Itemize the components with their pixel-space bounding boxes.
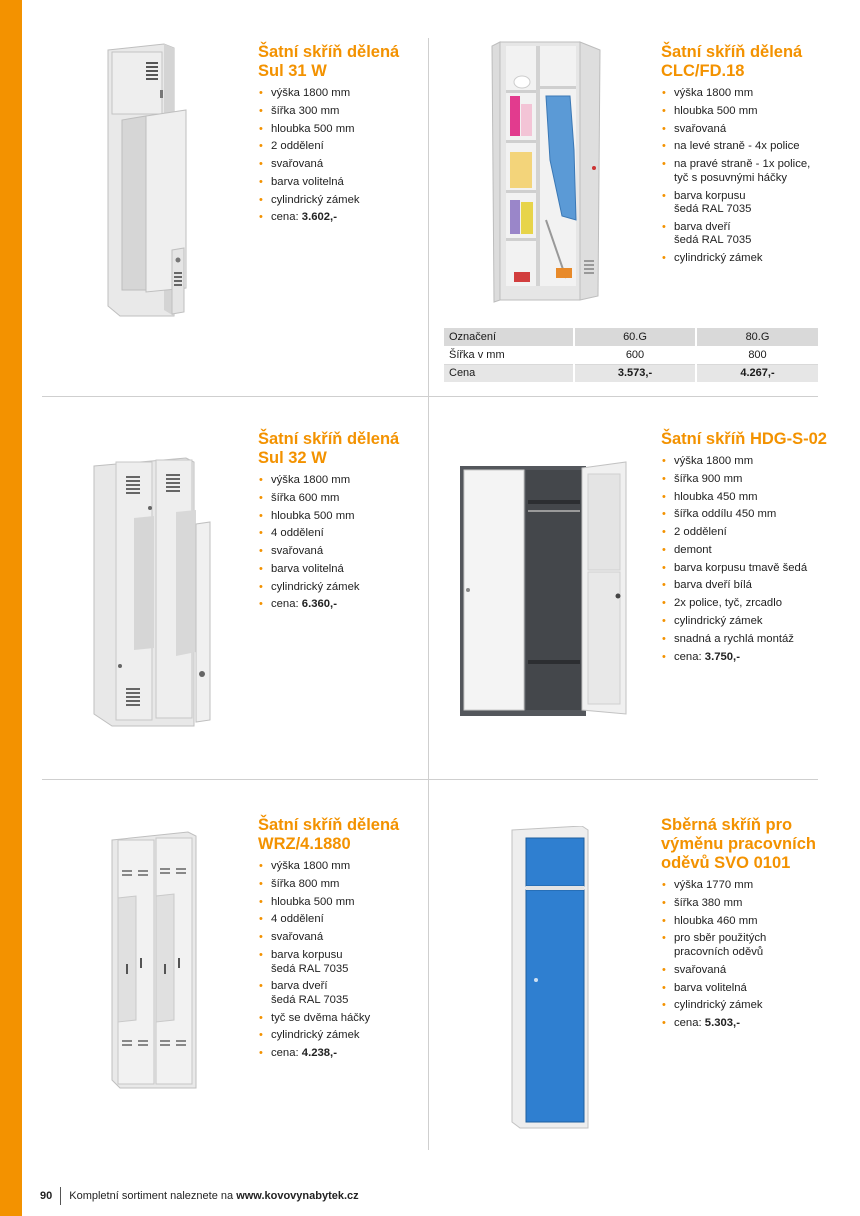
spec-item: • barva korpusu tmavě šedá — [661, 562, 831, 576]
page-footer — [40, 1187, 359, 1205]
spec-item: • barva korpusu šedá RAL 7035 — [661, 190, 826, 217]
locker-wrz41880-image — [110, 830, 200, 1092]
product-card-wrz41880 — [258, 816, 423, 1065]
spec-item: • cylindrický zámek — [258, 581, 423, 595]
spec-item: • pro sběr použitých pracovních oděvů — [661, 932, 831, 959]
footer-divider — [60, 1187, 61, 1205]
spec-item: • cylindrický zámek — [661, 252, 826, 266]
spec-list — [661, 455, 831, 664]
price-item — [661, 1017, 831, 1031]
price-value: 4.238,- — [301, 1047, 337, 1060]
product-card-sul32w — [258, 430, 423, 616]
price-value: 5.303,- — [704, 1017, 740, 1030]
spec-item: • na levé straně - 4x police — [661, 140, 826, 154]
table-cell: 60.G — [574, 328, 696, 346]
spec-item: • 2x police, tyč, zrcadlo — [661, 597, 831, 611]
locker-svo0101-image — [508, 826, 592, 1132]
spec-item: • svařovaná — [258, 158, 423, 172]
table-cell: 800 — [696, 346, 818, 364]
price-value: 3.750,- — [704, 650, 740, 663]
product-card-hdgs02 — [661, 430, 831, 668]
spec-list — [661, 87, 826, 266]
table-cell: Cena — [444, 364, 574, 382]
product-title: Sběrná skříň pro výměnu pracovních oděvů SVO 0101 — [661, 816, 816, 872]
product-title: Šatní skříň dělená CLC/FD.18 — [661, 43, 803, 80]
table-cell: Označení — [444, 328, 574, 346]
table-cell: 4.267,- — [696, 364, 818, 382]
spec-item: • barva volitelná — [258, 563, 423, 577]
column-divider — [428, 38, 429, 1150]
product-title: Šatní skříň dělená Sul 31 W — [258, 43, 400, 80]
spec-item: • hloubka 500 mm — [258, 123, 423, 137]
spec-item: • na pravé straně - 1x police, tyč s posuvnými háčky — [661, 158, 826, 185]
spec-item: • barva volitelná — [661, 982, 831, 996]
spec-item: • cylindrický zámek — [661, 999, 831, 1013]
spec-list — [661, 879, 831, 1031]
spec-item: • výška 1800 mm — [258, 474, 423, 488]
locker-hdgs02-image — [458, 460, 630, 718]
footer-url-link[interactable]: www.kovovynabytek.cz — [236, 1190, 359, 1202]
spec-list — [258, 474, 423, 612]
table-cell: 600 — [574, 346, 696, 364]
spec-item: • šířka 600 mm — [258, 492, 423, 506]
product-title: Šatní skříň dělená WRZ/4.1880 — [258, 816, 400, 853]
spec-item: • výška 1800 mm — [661, 87, 826, 101]
product-title: Šatní skříň dělená Sul 32 W — [258, 430, 400, 467]
footer-text: Kompletní sortiment naleznete na — [69, 1190, 234, 1202]
spec-item: • výška 1800 mm — [258, 860, 423, 874]
spec-item: • barva volitelná — [258, 176, 423, 190]
price-item — [258, 211, 423, 225]
spec-item: • 2 oddělení — [661, 526, 831, 540]
table-row — [444, 364, 818, 382]
spec-list — [258, 860, 423, 1061]
price-label: cena: — [271, 598, 302, 611]
locker-clcfd18-image — [490, 40, 605, 306]
spec-item: • šířka 380 mm — [661, 897, 831, 911]
price-value: 3.602,- — [301, 211, 337, 224]
spec-item: • cylindrický zámek — [258, 194, 423, 208]
table-cell: Šířka v mm — [444, 346, 574, 364]
spec-item: • výška 1800 mm — [258, 87, 423, 101]
table-row — [444, 328, 818, 346]
spec-item: • výška 1770 mm — [661, 879, 831, 893]
spec-item: • barva dveří bílá — [661, 579, 831, 593]
spec-item: • výška 1800 mm — [661, 455, 831, 469]
row-divider — [42, 396, 818, 397]
product-card-svo0101 — [661, 816, 831, 1035]
spec-item: • svařovaná — [258, 931, 423, 945]
spec-item: • hloubka 500 mm — [258, 896, 423, 910]
spec-item: • hloubka 500 mm — [258, 510, 423, 524]
locker-sul31w-image — [100, 40, 200, 320]
spec-item: • barva korpusu šedá RAL 7035 — [258, 949, 423, 976]
spec-list — [258, 87, 423, 225]
spec-item: • hloubka 460 mm — [661, 915, 831, 929]
price-label: cena: — [674, 1017, 705, 1030]
spec-item: • šířka 300 mm — [258, 105, 423, 119]
spec-item: • šířka 800 mm — [258, 878, 423, 892]
orange-side-bar — [0, 0, 22, 1216]
spec-item: • barva dveří šedá RAL 7035 — [258, 980, 423, 1007]
spec-item: • svařovaná — [661, 123, 826, 137]
table-row — [444, 346, 818, 364]
price-label: cena: — [271, 211, 302, 224]
table-cell: 80.G — [696, 328, 818, 346]
spec-item: • snadná a rychlá montáž — [661, 633, 831, 647]
spec-item: • svařovaná — [661, 964, 831, 978]
locker-sul32w-image — [86, 452, 216, 732]
price-label: cena: — [674, 650, 705, 663]
price-value: 6.360,- — [301, 598, 337, 611]
spec-item: • cylindrický zámek — [258, 1029, 423, 1043]
spec-item: • šířka 900 mm — [661, 473, 831, 487]
spec-item: • barva dveří šedá RAL 7035 — [661, 221, 826, 248]
price-label: cena: — [271, 1047, 302, 1060]
spec-item: • tyč se dvěma háčky — [258, 1012, 423, 1026]
price-item — [661, 651, 831, 665]
price-item — [258, 598, 423, 612]
variant-table — [444, 328, 818, 382]
row-divider — [42, 779, 818, 780]
page-number: 90 — [40, 1190, 53, 1202]
spec-item: • demont — [661, 544, 831, 558]
spec-item: • šířka oddílu 450 mm — [661, 508, 831, 522]
spec-item: • 4 oddělení — [258, 527, 423, 541]
spec-item: • 2 oddělení — [258, 140, 423, 154]
product-title: Šatní skříň HDG-S-02 — [661, 430, 827, 448]
spec-item: • cylindrický zámek — [661, 615, 831, 629]
price-item — [258, 1047, 423, 1061]
spec-item: • hloubka 500 mm — [661, 105, 826, 119]
spec-item: • 4 oddělení — [258, 913, 423, 927]
product-card-clcfd18 — [661, 43, 826, 270]
product-card-sul31w — [258, 43, 423, 229]
spec-item: • svařovaná — [258, 545, 423, 559]
table-cell: 3.573,- — [574, 364, 696, 382]
spec-item: • hloubka 450 mm — [661, 491, 831, 505]
